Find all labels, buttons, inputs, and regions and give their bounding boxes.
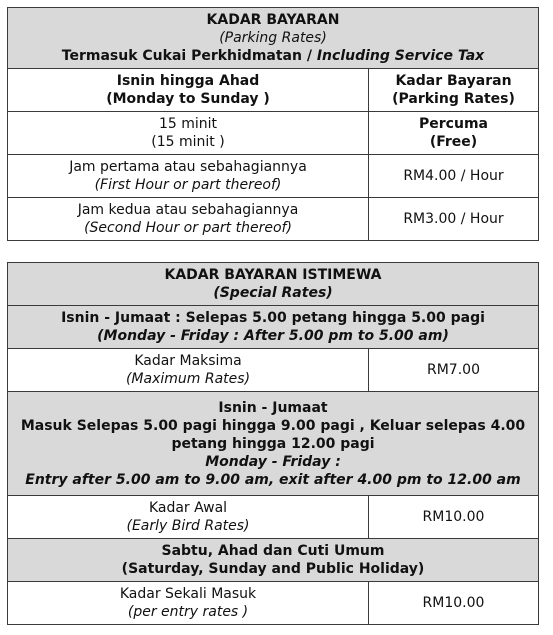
- special-rates-header: [8, 263, 539, 306]
- row-rate: RM10.00: [369, 582, 539, 625]
- parking-rates-table: [7, 7, 539, 241]
- row-label-en: (15 minit ): [151, 134, 225, 150]
- row-rate-value: Percuma: [419, 116, 488, 132]
- service-tax-note-en: Including Service Tax: [316, 48, 485, 64]
- period-header-ms: Isnin hingga Ahad: [116, 73, 260, 89]
- service-tax-note: [12, 47, 534, 65]
- weekend-condition: [8, 539, 539, 582]
- special-rates-table: [7, 262, 539, 625]
- service-tax-note-ms: Termasuk Cukai Perkhidmatan: [61, 48, 302, 64]
- special-rates-title: KADAR BAYARAN ISTIMEWA: [164, 267, 382, 283]
- special-rates-title-en: (Special Rates): [213, 285, 333, 301]
- row-label-ms: Jam kedua atau sebahagiannya: [77, 202, 299, 218]
- row-label: [8, 155, 369, 198]
- row-label-en: (First Hour or part thereof): [94, 177, 282, 193]
- parking-rates-title-en: (Parking Rates): [219, 30, 327, 46]
- row-label-ms: 15 minit: [158, 116, 218, 132]
- table-row: [8, 496, 539, 539]
- parking-rates-title: KADAR BAYARAN: [206, 12, 340, 28]
- row-rate: RM10.00: [369, 496, 539, 539]
- weekend-days-en: (Saturday, Sunday and Public Holiday): [121, 561, 425, 577]
- row-label: [8, 112, 369, 155]
- table-row: [8, 155, 539, 198]
- row-label: [8, 198, 369, 241]
- parking-rates-header: [8, 8, 539, 69]
- row-label-en: (Second Hour or part thereof): [84, 220, 292, 236]
- row-rate-value-en: (Free): [429, 134, 478, 150]
- table-row: [8, 349, 539, 392]
- night-rate-condition: [8, 306, 539, 349]
- row-label-ms: Jam pertama atau sebahagiannya: [69, 159, 307, 175]
- row-label-ms: Kadar Maksima: [134, 353, 242, 369]
- row-rate: RM4.00 / Hour: [369, 155, 539, 198]
- night-condition-ms: Isnin - Jumaat : Selepas 5.00 petang hingga 5.00 pagi: [61, 310, 485, 326]
- early-bird-days-en: Monday - Friday :: [205, 453, 341, 470]
- row-rate: RM7.00: [369, 349, 539, 392]
- row-rate: RM3.00 / Hour: [369, 198, 539, 241]
- row-label: [8, 349, 369, 392]
- period-column-header: [8, 69, 369, 112]
- rate-header-en: (Parking Rates): [392, 91, 515, 107]
- rate-column-header: [369, 69, 539, 112]
- row-label-en: (Maximum Rates): [125, 371, 251, 387]
- row-label-en: (Early Bird Rates): [126, 518, 250, 534]
- row-label: [8, 496, 369, 539]
- service-tax-note-separator: /: [301, 48, 317, 64]
- row-rate: [369, 112, 539, 155]
- rate-header-ms: Kadar Bayaran: [395, 73, 512, 89]
- early-bird-days-ms: Isnin - Jumaat: [218, 399, 328, 416]
- table-row: [8, 112, 539, 155]
- period-header-en: (Monday to Sunday ): [106, 91, 270, 107]
- table-row: [8, 198, 539, 241]
- weekend-days-ms: Sabtu, Ahad dan Cuti Umum: [161, 543, 385, 559]
- early-bird-condition-ms: Masuk Selepas 5.00 pagi hingga 9.00 pagi , Keluar selepas 4.00 petang hingga 12.00 pagi: [20, 417, 526, 452]
- early-bird-condition-en: Entry after 5.00 am to 9.00 am, exit after 4.00 pm to 12.00 am: [25, 471, 521, 488]
- table-row: [8, 582, 539, 625]
- row-label: [8, 582, 369, 625]
- row-label-ms: Kadar Sekali Masuk: [119, 586, 257, 602]
- row-label-en: (per entry rates ): [127, 604, 249, 620]
- early-bird-condition: [8, 392, 539, 496]
- night-condition-en: (Monday - Friday : After 5.00 pm to 5.00 am): [97, 328, 449, 344]
- row-label-ms: Kadar Awal: [148, 500, 228, 516]
